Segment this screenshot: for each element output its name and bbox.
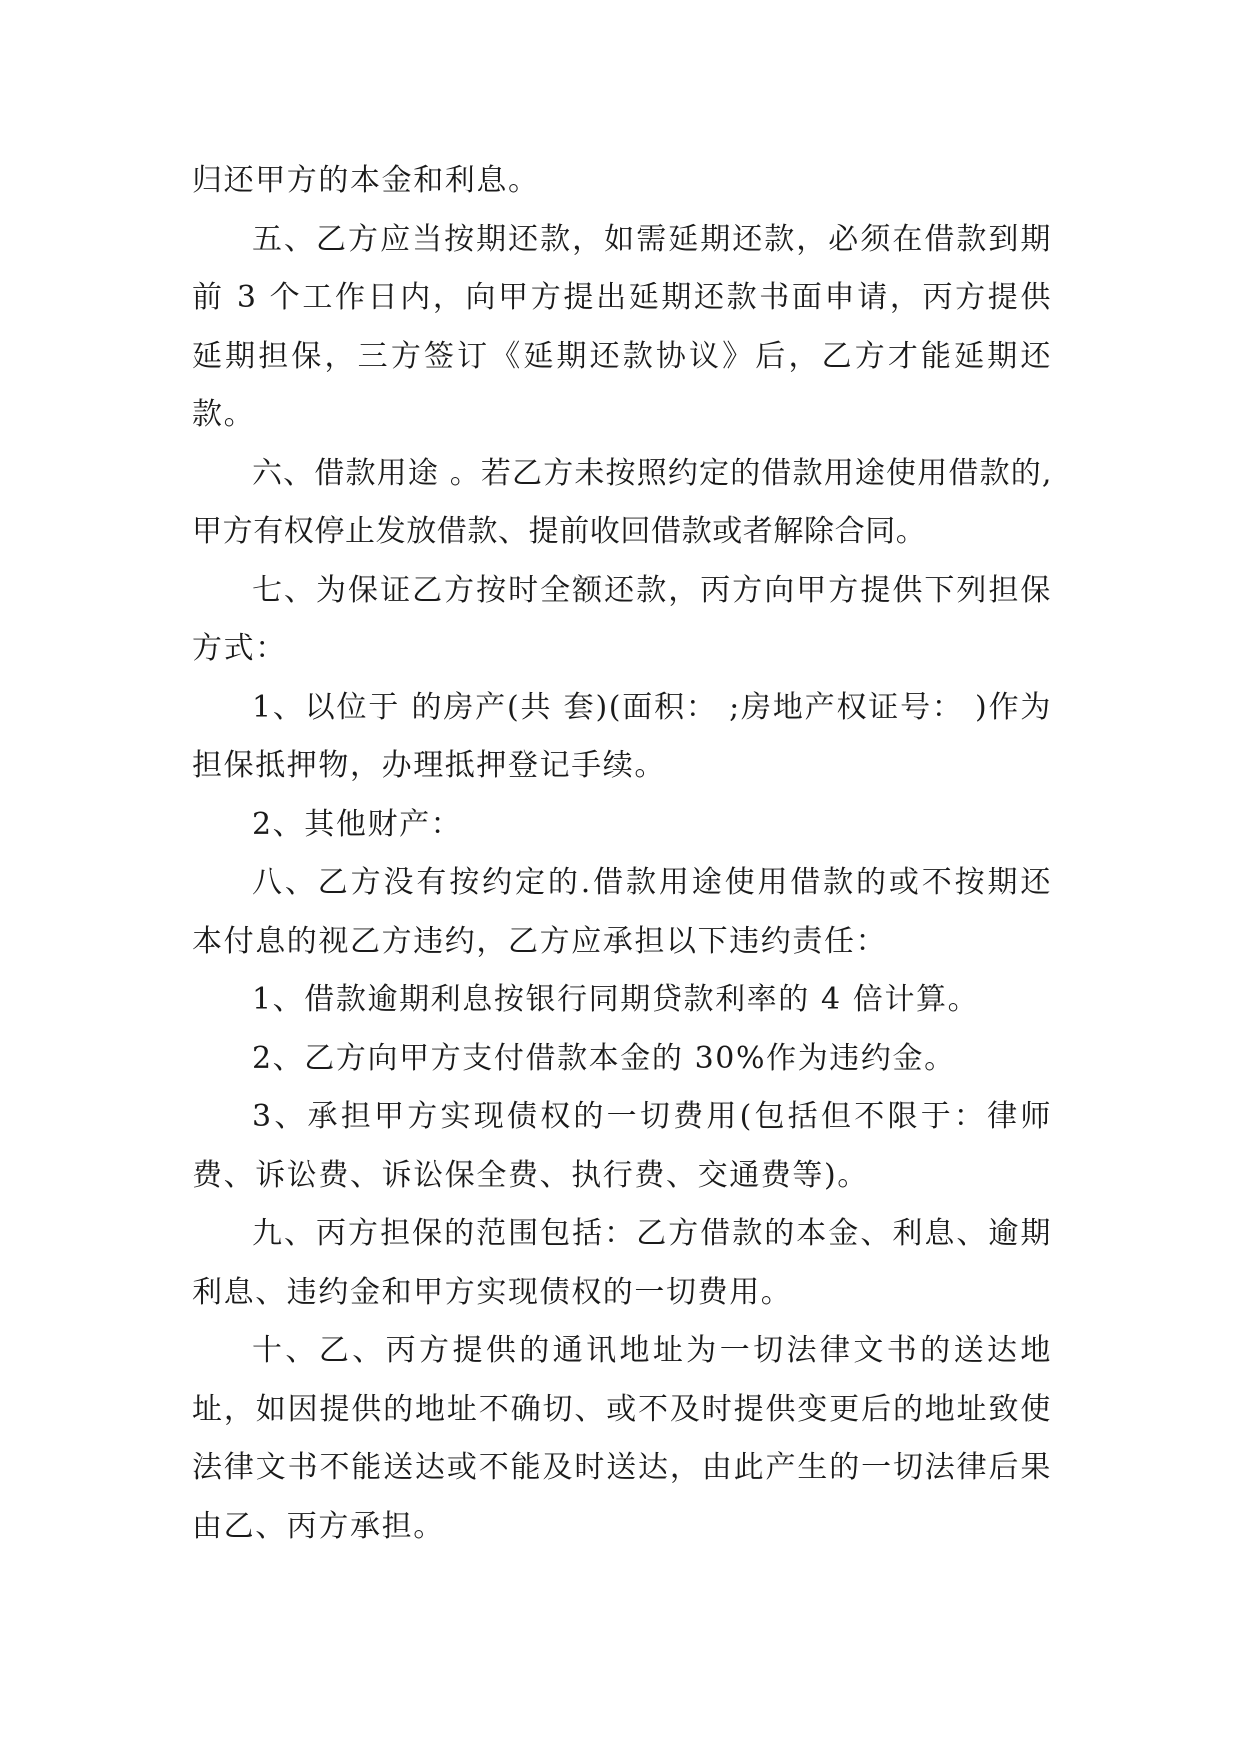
paragraph-clause-7-guarantee: 七、为保证乙方按时全额还款，丙方向甲方提供下列担保方式： <box>192 572 1052 666</box>
paragraph-clause-7-item-1: 1、以位于 的房产(共 套)(面积： ;房地产权证号： )作为担保抵押物，办理抵押登记手续。 <box>192 689 1052 783</box>
paragraph-clause-10-address: 十、乙、丙方提供的通讯地址为一切法律文书的送达地址，如因提供的地址不确切、或不及时提供变更后的地址致使法律文书不能送达或不能及时送达，由此产生的一切法律后果由乙、丙方承担。 <box>192 1333 1052 1544</box>
paragraph-clause-5-extension: 五、乙方应当按期还款，如需延期还款，必须在借款到期前 3 个工作日内，向甲方提出延期还款书面申请，丙方提供延期担保，三方签订《延期还款协议》后，乙方才能延期还款。 <box>192 221 1052 432</box>
paragraph-clause-6-loan-purpose: 六、借款用途 。若乙方未按照约定的借款用途使用借款的,甲方有权停止发放借款、提前收回借款或者解除合同。 <box>192 455 1052 549</box>
paragraph-clause-9-scope: 九、丙方担保的范围包括：乙方借款的本金、利息、逾期利息、违约金和甲方实现债权的一切费用。 <box>192 1216 1052 1310</box>
paragraph-clause-7-item-2: 2、其他财产： <box>252 806 463 842</box>
paragraph-clause-8-item-3: 3、承担甲方实现债权的一切费用(包括但不限于：律师费、诉讼费、诉讼保全费、执行费、交通费等)。 <box>192 1099 1052 1193</box>
document-body <box>192 152 1052 1556</box>
paragraph-clause-8-item-2: 2、乙方向甲方支付借款本金的 30%作为违约金。 <box>252 1040 956 1076</box>
paragraph-clause-8-item-1: 1、借款逾期利息按银行同期贷款利率的 4 倍计算。 <box>252 982 980 1017</box>
paragraph-clause-8-default: 八、乙方没有按约定的.借款用途使用借款的或不按期还本付息的视乙方违约，乙方应承担以下违约责任： <box>192 865 1052 959</box>
paragraph-repayment-continuation: 归还甲方的本金和利息。 <box>192 163 540 198</box>
